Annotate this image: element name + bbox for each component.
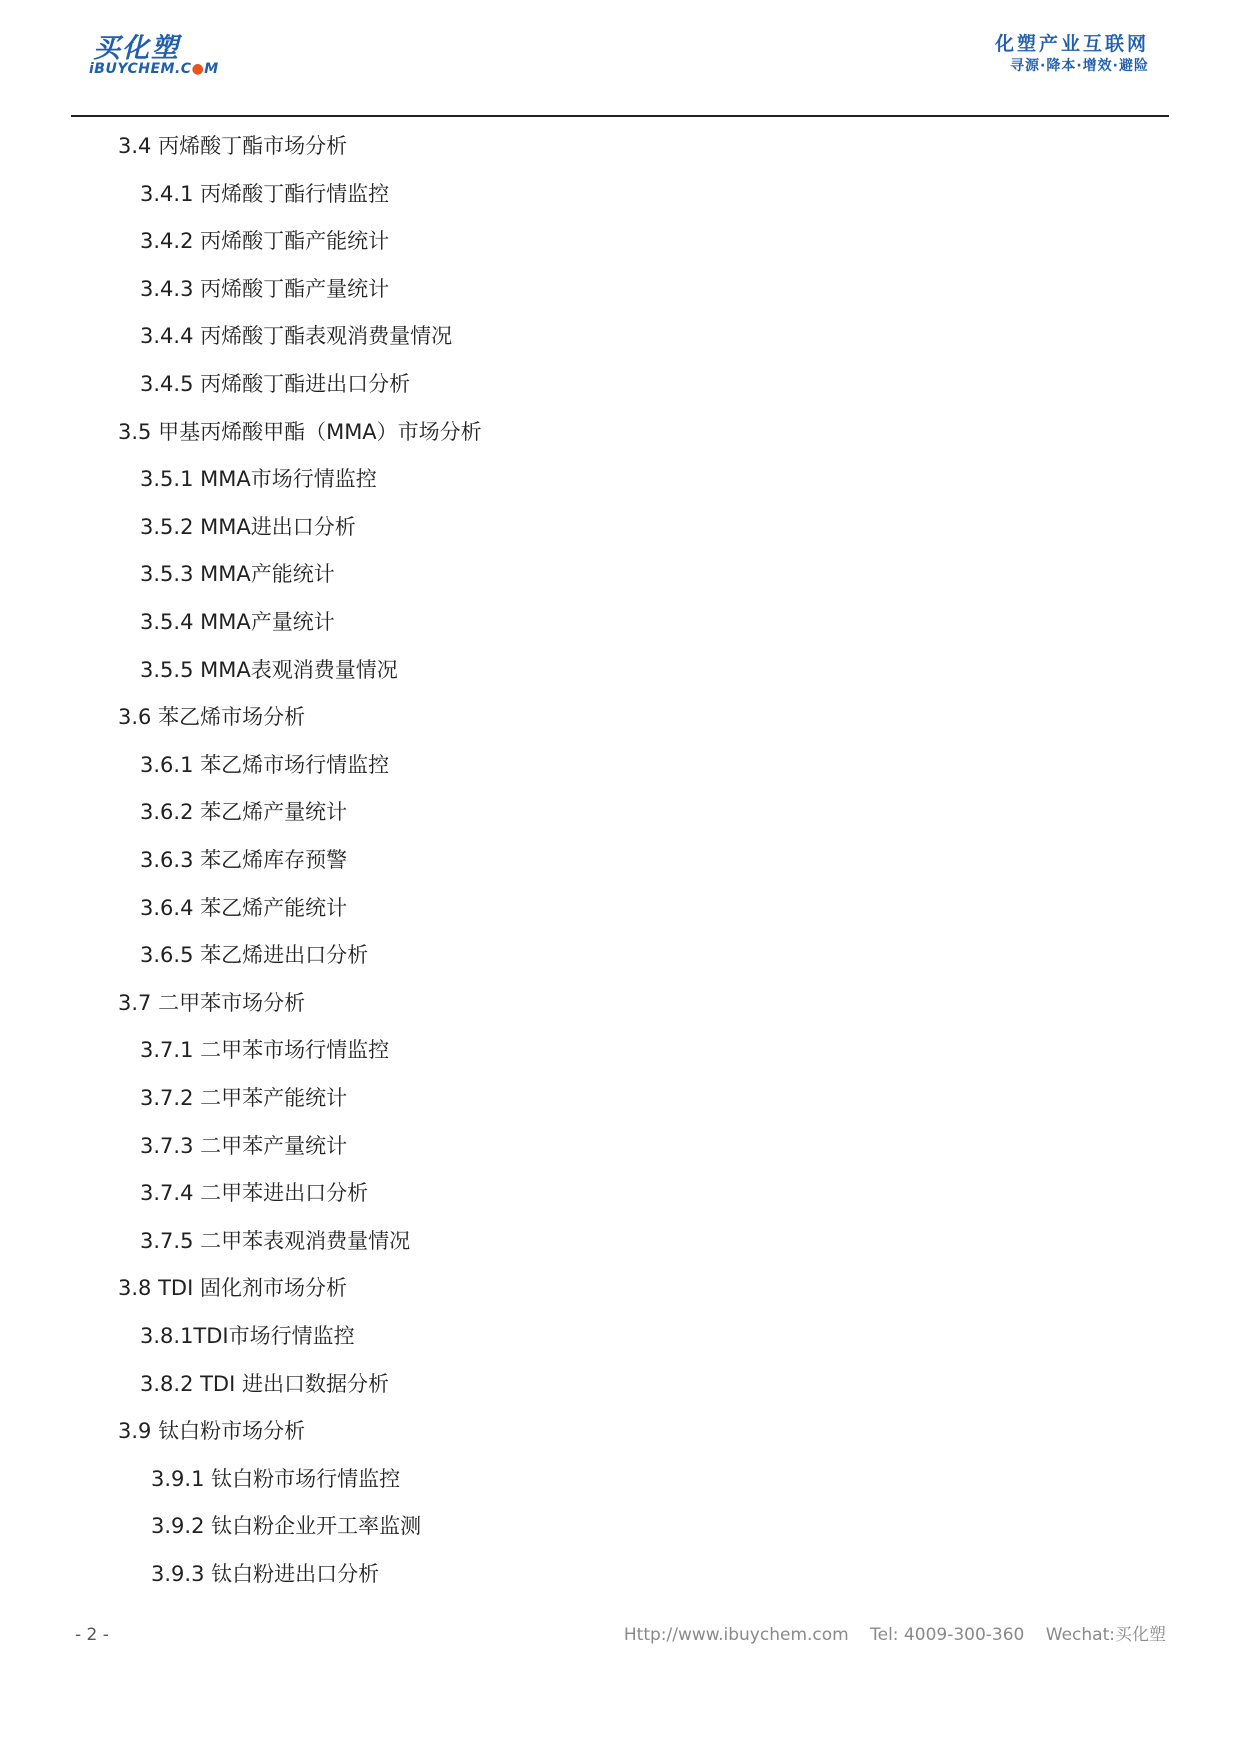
toc-entry: 3.8.1TDI市场行情监控 (140, 1324, 355, 1348)
logo-en-post: M (204, 61, 219, 77)
toc-entry: 3.4.4 丙烯酸丁酯表观消费量情况 (140, 324, 453, 348)
slogan-sub: 寻源·降本·增效·避险 (1010, 58, 1149, 74)
toc-entry: 3.6.1 苯乙烯市场行情监控 (140, 753, 390, 777)
toc-entry: 3.7.5 二甲苯表观消费量情况 (140, 1229, 411, 1253)
toc-entry: 3.5.3 MMA产能统计 (140, 562, 335, 586)
logo-dot-icon: ● (191, 61, 205, 77)
toc-entry: 3.6.4 苯乙烯产能统计 (140, 896, 348, 920)
header-slogan (849, 32, 1149, 76)
logo-chinese-text: 买化塑 (93, 33, 180, 64)
slogan-main: 化塑产业互联网 (994, 33, 1149, 55)
footer-wechat: Wechat:买化塑 (1045, 1625, 1166, 1645)
toc-entry: 3.9.3 钛白粉进出口分析 (151, 1562, 380, 1586)
toc-entry: 3.5 甲基丙烯酸甲酯（MMA）市场分析 (118, 420, 482, 444)
toc-entry: 3.5.2 MMA进出口分析 (140, 515, 356, 539)
logo-english-text (89, 60, 219, 78)
toc-entry: 3.9 钛白粉市场分析 (118, 1419, 306, 1443)
toc-entry: 3.4.3 丙烯酸丁酯产量统计 (140, 277, 390, 301)
toc-entry: 3.7.2 二甲苯产能统计 (140, 1086, 348, 1110)
toc-entry: 3.5.4 MMA产量统计 (140, 610, 335, 634)
toc-entry: 3.4.2 丙烯酸丁酯产能统计 (140, 229, 390, 253)
toc-entry: 3.6.3 苯乙烯库存预警 (140, 848, 348, 872)
toc-entry: 3.7.3 二甲苯产量统计 (140, 1134, 348, 1158)
footer-tel: Tel: 4009-300-360 (870, 1625, 1025, 1645)
toc-entry: 3.4.1 丙烯酸丁酯行情监控 (140, 182, 390, 206)
toc-entry: 3.6 苯乙烯市场分析 (118, 705, 306, 729)
page-number: - 2 - (75, 1625, 109, 1645)
toc-entry: 3.8 TDI 固化剂市场分析 (118, 1276, 347, 1300)
toc-entry: 3.6.2 苯乙烯产量统计 (140, 800, 348, 824)
footer-contact (608, 1624, 1166, 1646)
footer-website: Http://www.ibuychem.com (623, 1625, 849, 1645)
toc-entry: 3.4.5 丙烯酸丁酯进出口分析 (140, 372, 411, 396)
toc-entry: 3.6.5 苯乙烯进出口分析 (140, 943, 369, 967)
toc-entry: 3.7.1 二甲苯市场行情监控 (140, 1038, 390, 1062)
toc-entry: 3.4 丙烯酸丁酯市场分析 (118, 134, 348, 158)
toc-entry: 3.7.4 二甲苯进出口分析 (140, 1181, 369, 1205)
logo-en-pre: iBUYCHEM.C (89, 61, 192, 77)
toc-entry: 3.5.1 MMA市场行情监控 (140, 467, 377, 491)
toc-entry: 3.9.2 钛白粉企业开工率监测 (151, 1514, 422, 1538)
toc-entry: 3.8.2 TDI 进出口数据分析 (140, 1372, 389, 1396)
toc-entry: 3.5.5 MMA表观消费量情况 (140, 658, 398, 682)
toc-entry: 3.7 二甲苯市场分析 (118, 991, 306, 1015)
company-logo (89, 32, 239, 80)
toc-entry: 3.9.1 钛白粉市场行情监控 (151, 1467, 401, 1491)
header-divider (71, 115, 1169, 117)
